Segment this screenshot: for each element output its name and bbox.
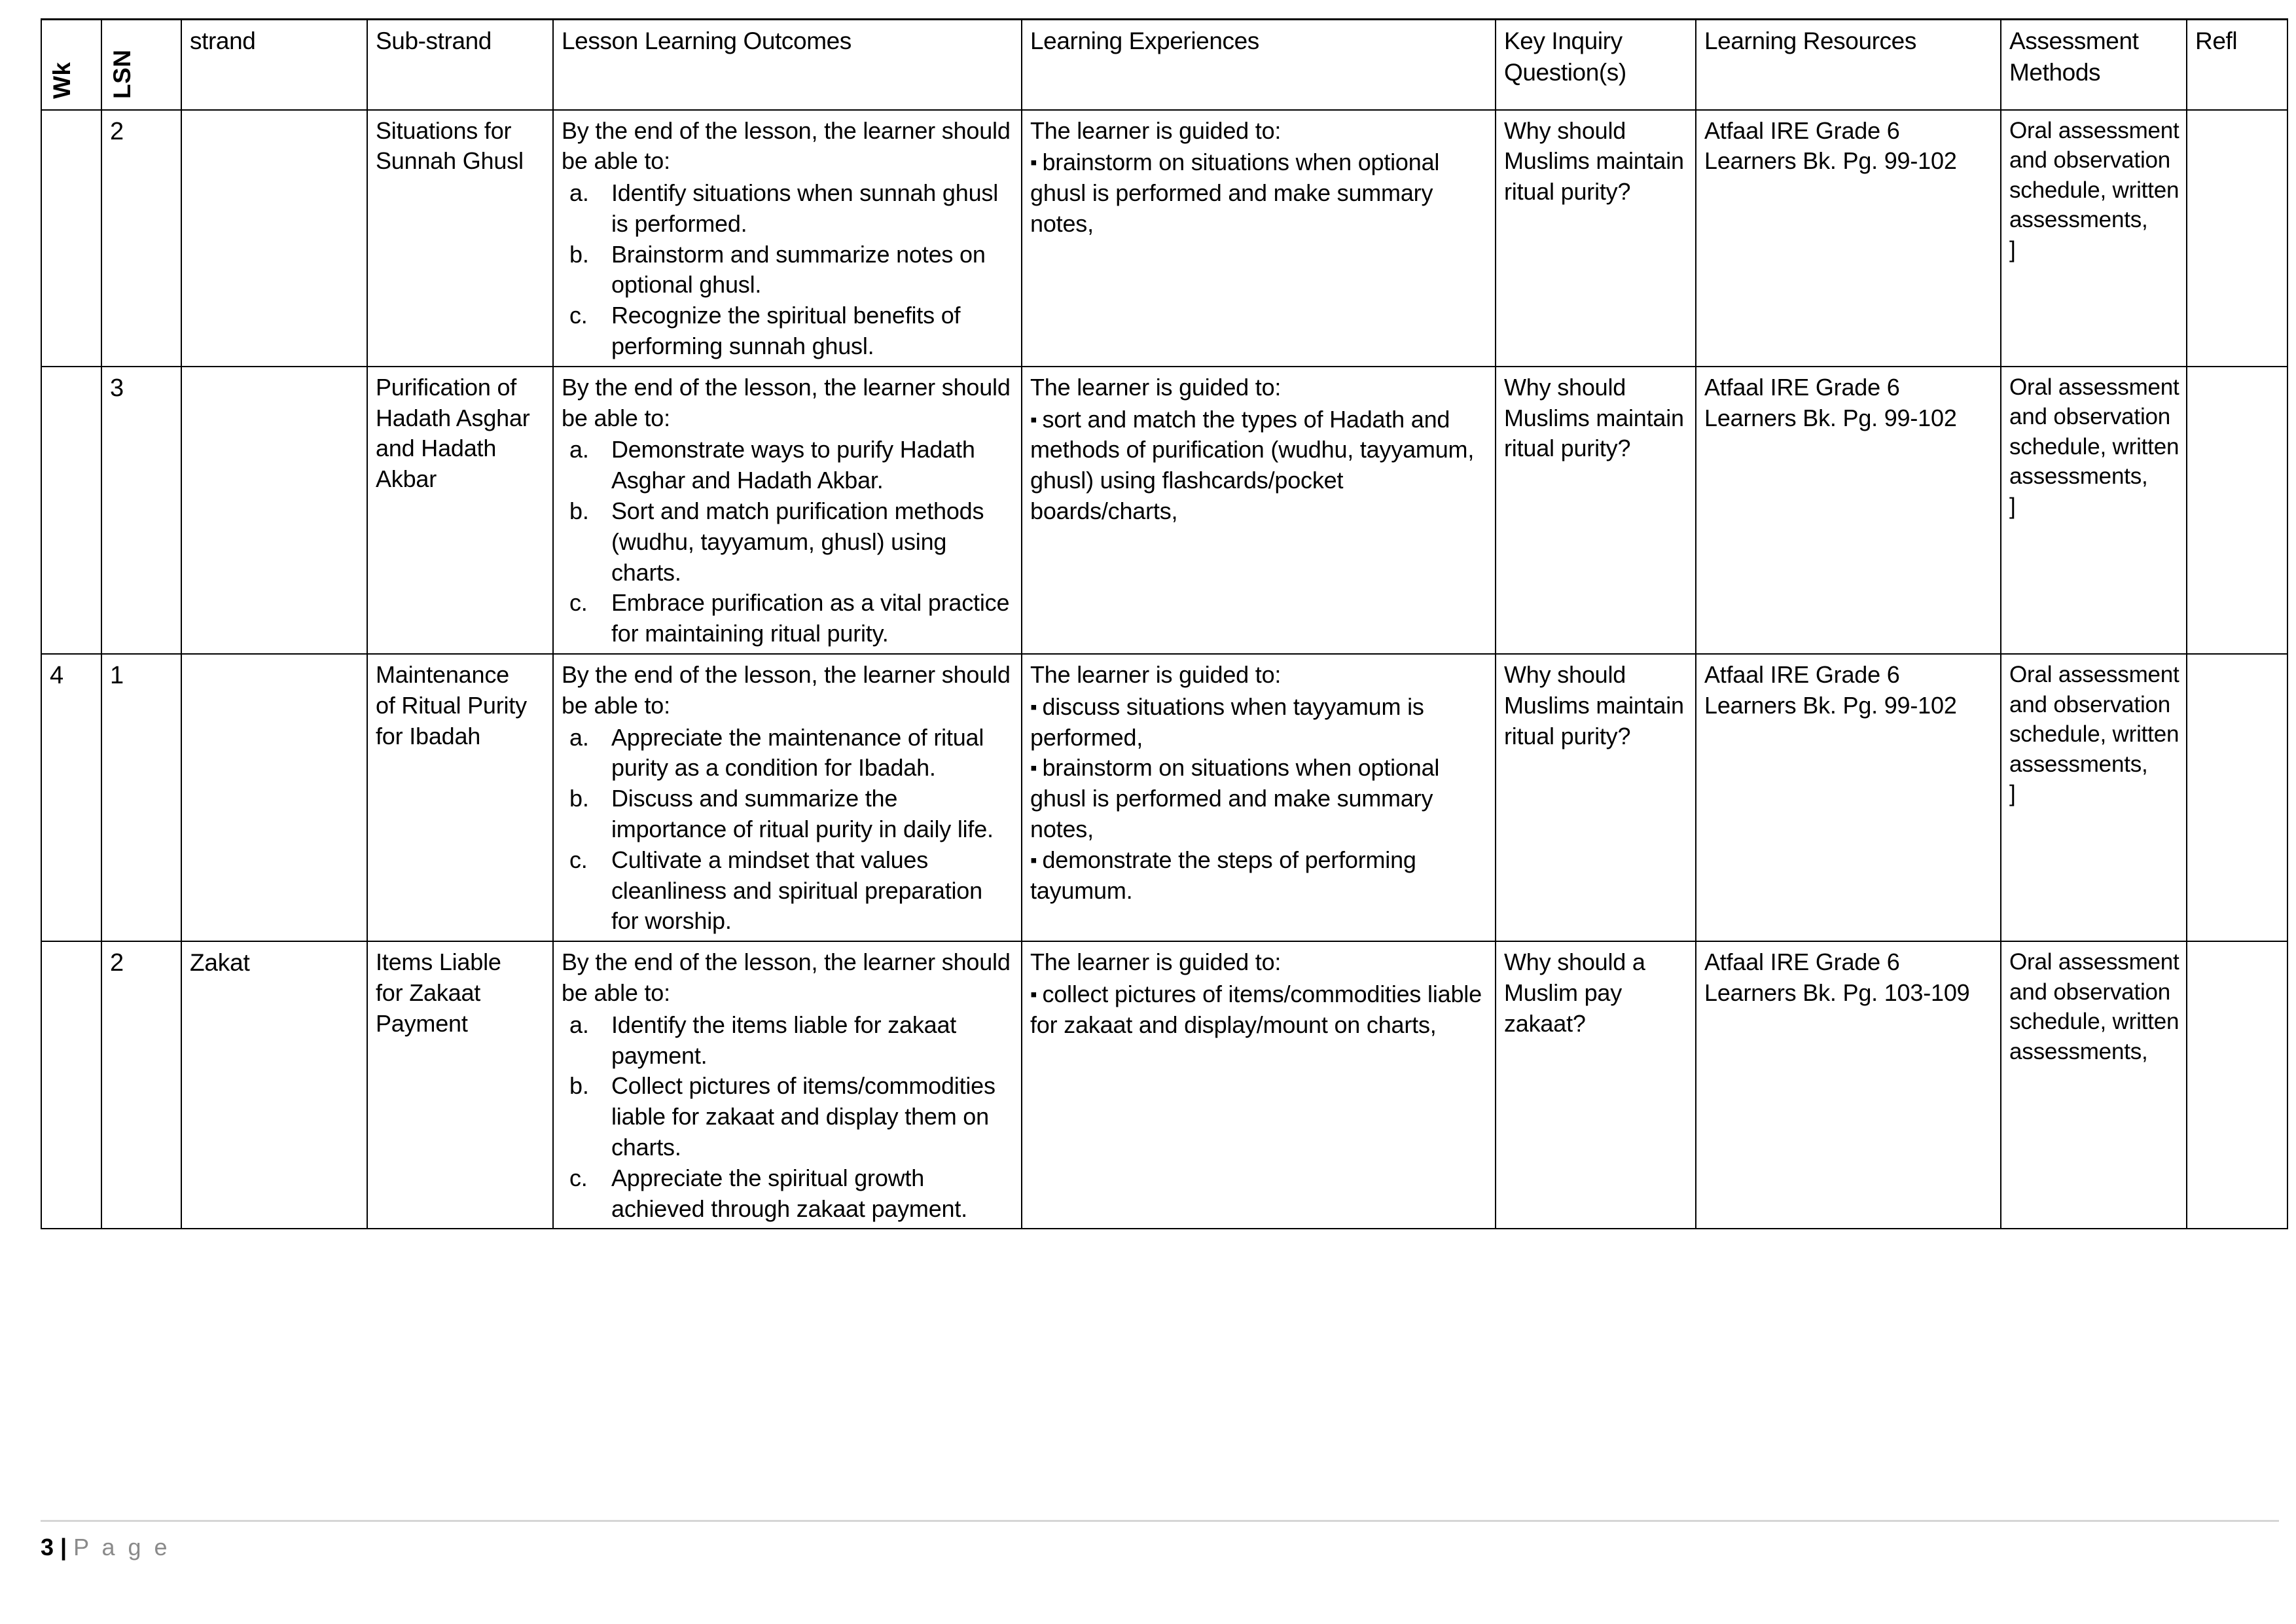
resource-lines: [1704, 372, 1994, 434]
cell-learning-experiences: [1022, 110, 1496, 367]
outcome-item: [562, 1071, 1014, 1163]
table-body: [41, 110, 2287, 1229]
outcome-marker: c.: [569, 302, 588, 329]
assessment-line: Oral assessment and observation schedule, written assessments,: [2009, 949, 2179, 1064]
outcome-marker: b.: [569, 785, 589, 812]
cell-learning-resources: [1696, 367, 2001, 654]
column-header-refl: Refl: [2187, 20, 2287, 110]
header-row: [41, 20, 2287, 110]
cell-sub-strand: [367, 110, 553, 367]
column-header-assessment-methods: Assessment Methods: [2001, 20, 2187, 110]
cell-assessment-methods: [2001, 941, 2187, 1229]
outcome-text: Embrace purification as a vital practice for maintaining ritual purity.: [611, 589, 1010, 647]
cell-strand: Zakat: [181, 941, 367, 1229]
bullet-icon: ▪: [1030, 849, 1037, 871]
outcomes-list: [562, 1010, 1014, 1225]
sub-strand-lines: [376, 372, 546, 495]
column-header-sub-strand: Sub-strand: [367, 20, 553, 110]
column-header-wk: [41, 20, 101, 110]
cell-lesson-learning-outcomes: [553, 110, 1022, 367]
column-header-wk-label: Wk: [48, 62, 75, 99]
outcomes-list: [562, 723, 1014, 937]
outcome-text: Sort and match purification methods (wudhu, tayyamum, ghusl) using charts.: [611, 497, 984, 586]
table-row: [41, 654, 2287, 941]
cell-key-inquiry-question: Why should a Muslim pay zakaat?: [1496, 941, 1696, 1229]
resource-line: Atfaal IRE Grade 6: [1704, 373, 1900, 401]
outcome-text: Discuss and summarize the importance of ritual purity in daily life.: [611, 785, 994, 843]
table-header: [41, 20, 2287, 110]
outcomes-list: [562, 178, 1014, 362]
cell-lesson-number: 2: [101, 941, 181, 1229]
experience-item: [1030, 405, 1488, 527]
sub-strand-lines: [376, 947, 546, 1039]
assessment-lines: [2009, 116, 2179, 265]
footer-page-number: 3: [41, 1534, 54, 1561]
outcome-item: [562, 723, 1014, 784]
experience-item: [1030, 147, 1488, 239]
sub-strand-line: for Zakaat: [376, 979, 481, 1007]
resource-line: Atfaal IRE Grade 6: [1704, 117, 1900, 144]
assessment-line: Oral assessment and observation schedule, written assessments,: [2009, 117, 2179, 232]
outcome-text: Identify the items liable for zakaat payment.: [611, 1011, 957, 1069]
sub-strand-line: and Hadath: [376, 435, 497, 462]
experiences-intro: The learner is guided to:: [1030, 948, 1282, 976]
cell-key-inquiry-question: Why should Muslims maintain ritual purity?: [1496, 110, 1696, 367]
outcome-text: Appreciate the spiritual growth achieved through zakaat payment.: [611, 1164, 967, 1222]
outcomes-intro: By the end of the lesson, the learner should be able to:: [562, 661, 1011, 719]
outcome-item: [562, 784, 1014, 845]
sub-strand-line: Akbar: [376, 465, 437, 493]
cell-learning-experiences: [1022, 941, 1496, 1229]
cell-week: [41, 367, 101, 654]
experiences-list: [1030, 692, 1488, 907]
bullet-icon: ▪: [1030, 696, 1037, 718]
cell-strand: [181, 110, 367, 367]
resource-lines: [1704, 116, 1994, 177]
experience-text: brainstorm on situations when optional ghusl is performed and make summary notes,: [1030, 149, 1440, 237]
experiences-intro: The learner is guided to:: [1030, 117, 1282, 144]
outcome-item: [562, 435, 1014, 496]
cell-lesson-number: 3: [101, 367, 181, 654]
outcome-marker: c.: [569, 589, 588, 617]
outcome-item: [562, 240, 1014, 301]
column-header-lsn-label: LSN: [109, 49, 135, 99]
experience-text: sort and match the types of Hadath and methods of purification (wudhu, tayyamum, ghusl) using flashcards/pocket boards/charts,: [1030, 405, 1475, 525]
cell-refl: [2187, 654, 2287, 941]
resource-line: Atfaal IRE Grade 6: [1704, 661, 1900, 689]
outcome-marker: b.: [569, 1072, 589, 1100]
assessment-line: ]: [2009, 236, 2016, 262]
experience-item: [1030, 692, 1488, 753]
cell-strand: [181, 367, 367, 654]
resource-line: Learners Bk. Pg. 103-109: [1704, 979, 1970, 1007]
cell-assessment-methods: [2001, 367, 2187, 654]
resource-line: Learners Bk. Pg. 99-102: [1704, 691, 1957, 719]
outcome-marker: b.: [569, 497, 589, 525]
footer-page-label: P a g e: [73, 1534, 171, 1561]
table-row: [41, 367, 2287, 654]
outcome-item: [562, 178, 1014, 240]
cell-lesson-learning-outcomes: [553, 367, 1022, 654]
sub-strand-line: Purification of: [376, 373, 517, 401]
experience-text: discuss situations when tayyamum is performed,: [1030, 693, 1424, 751]
sub-strand-line: Items Liable: [376, 948, 501, 976]
outcomes-intro: By the end of the lesson, the learner should be able to:: [562, 117, 1011, 175]
cell-sub-strand: [367, 941, 553, 1229]
assessment-line: Oral assessment and observation schedule, written assessments,: [2009, 374, 2179, 490]
outcome-marker: a.: [569, 179, 589, 207]
outcome-item: [562, 300, 1014, 362]
bullet-icon: ▪: [1030, 408, 1037, 431]
experience-text: brainstorm on situations when optional ghusl is performed and make summary notes,: [1030, 754, 1440, 843]
outcome-text: Appreciate the maintenance of ritual purity as a condition for Ibadah.: [611, 723, 984, 782]
cell-week: 4: [41, 654, 101, 941]
sub-strand-line: Sunnah Ghusl: [376, 147, 524, 175]
experience-item: [1030, 979, 1488, 1041]
sub-strand-lines: [376, 116, 546, 177]
outcome-text: Recognize the spiritual benefits of performing sunnah ghusl.: [611, 302, 961, 360]
assessment-lines: [2009, 372, 2179, 522]
sub-strand-line: of Ritual Purity: [376, 691, 527, 719]
outcome-text: Collect pictures of items/commodities liable for zakaat and display them on charts.: [611, 1072, 996, 1161]
experiences-list: [1030, 405, 1488, 527]
outcome-item: [562, 1010, 1014, 1072]
assessment-line: ]: [2009, 493, 2016, 519]
cell-assessment-methods: [2001, 654, 2187, 941]
cell-learning-resources: [1696, 110, 2001, 367]
bullet-icon: ▪: [1030, 152, 1037, 174]
column-header-learning-experiences: Learning Experiences: [1022, 20, 1496, 110]
cell-lesson-learning-outcomes: [553, 654, 1022, 941]
column-header-strand: strand: [181, 20, 367, 110]
cell-learning-experiences: [1022, 367, 1496, 654]
cell-key-inquiry-question: Why should Muslims maintain ritual purity?: [1496, 367, 1696, 654]
cell-week: [41, 941, 101, 1229]
table-row: [41, 941, 2287, 1229]
cell-refl: [2187, 941, 2287, 1229]
assessment-lines: [2009, 947, 2179, 1066]
cell-assessment-methods: [2001, 110, 2187, 367]
experiences-list: [1030, 979, 1488, 1041]
experience-text: collect pictures of items/commodities liable for zakaat and display/mount on charts,: [1030, 981, 1482, 1038]
sub-strand-line: Payment: [376, 1009, 468, 1037]
resource-lines: [1704, 947, 1994, 1009]
experiences-intro: The learner is guided to:: [1030, 661, 1282, 689]
resource-line: Learners Bk. Pg. 99-102: [1704, 147, 1957, 175]
column-header-lsn: [101, 20, 181, 110]
resource-lines: [1704, 660, 1994, 721]
cell-sub-strand: [367, 654, 553, 941]
column-header-lesson-learning-outcomes: Lesson Learning Outcomes: [553, 20, 1022, 110]
cell-sub-strand: [367, 367, 553, 654]
outcome-text: Identify situations when sunnah ghusl is performed.: [611, 179, 998, 237]
footer-text: [41, 1534, 2279, 1561]
experience-item: [1030, 753, 1488, 844]
cell-lesson-number: 2: [101, 110, 181, 367]
cell-learning-resources: [1696, 654, 2001, 941]
cell-week: [41, 110, 101, 367]
outcome-text: Cultivate a mindset that values cleanliness and spiritual preparation for worship.: [611, 846, 982, 935]
resource-line: Atfaal IRE Grade 6: [1704, 948, 1900, 976]
assessment-lines: [2009, 660, 2179, 809]
outcome-text: Brainstorm and summarize notes on optional ghusl.: [611, 240, 986, 298]
cell-learning-resources: [1696, 941, 2001, 1229]
outcome-text: Demonstrate ways to purify Hadath Asghar and Hadath Akbar.: [611, 436, 975, 494]
outcome-item: [562, 1163, 1014, 1225]
experience-item: [1030, 845, 1488, 907]
outcomes-intro: By the end of the lesson, the learner should be able to:: [562, 948, 1011, 1007]
experience-text: demonstrate the steps of performing tayumum.: [1030, 846, 1416, 904]
footer-separator: |: [60, 1534, 67, 1561]
page-footer: [41, 1520, 2279, 1561]
cell-refl: [2187, 367, 2287, 654]
outcome-marker: a.: [569, 723, 589, 751]
column-header-learning-resources: Learning Resources: [1696, 20, 2001, 110]
assessment-line: Oral assessment and observation schedule, written assessments,: [2009, 662, 2179, 777]
experiences-intro: The learner is guided to:: [1030, 373, 1282, 401]
outcome-marker: a.: [569, 1011, 589, 1038]
sub-strand-line: Situations for: [376, 117, 512, 144]
outcome-item: [562, 496, 1014, 588]
outcome-marker: c.: [569, 846, 588, 873]
sub-strand-line: for Ibadah: [376, 722, 481, 749]
table-row: [41, 110, 2287, 367]
outcome-item: [562, 588, 1014, 649]
assessment-line: ]: [2009, 781, 2016, 807]
outcomes-list: [562, 435, 1014, 649]
cell-strand: [181, 654, 367, 941]
scheme-of-work-table: [41, 18, 2288, 1229]
cell-lesson-learning-outcomes: [553, 941, 1022, 1229]
footer-divider: [41, 1520, 2279, 1522]
column-header-key-inquiry-questions: Key Inquiry Question(s): [1496, 20, 1696, 110]
outcome-marker: a.: [569, 436, 589, 463]
sub-strand-lines: [376, 660, 546, 751]
bullet-icon: ▪: [1030, 757, 1037, 780]
cell-learning-experiences: [1022, 654, 1496, 941]
bullet-icon: ▪: [1030, 984, 1037, 1006]
outcome-marker: b.: [569, 240, 589, 268]
experiences-list: [1030, 147, 1488, 239]
sub-strand-line: Hadath Asghar: [376, 404, 530, 431]
outcome-marker: c.: [569, 1164, 588, 1191]
outcomes-intro: By the end of the lesson, the learner should be able to:: [562, 373, 1011, 431]
resource-line: Learners Bk. Pg. 99-102: [1704, 404, 1957, 431]
cell-lesson-number: 1: [101, 654, 181, 941]
cell-refl: [2187, 110, 2287, 367]
outcome-item: [562, 845, 1014, 937]
cell-key-inquiry-question: Why should Muslims maintain ritual purity?: [1496, 654, 1696, 941]
sub-strand-line: Maintenance: [376, 661, 509, 689]
